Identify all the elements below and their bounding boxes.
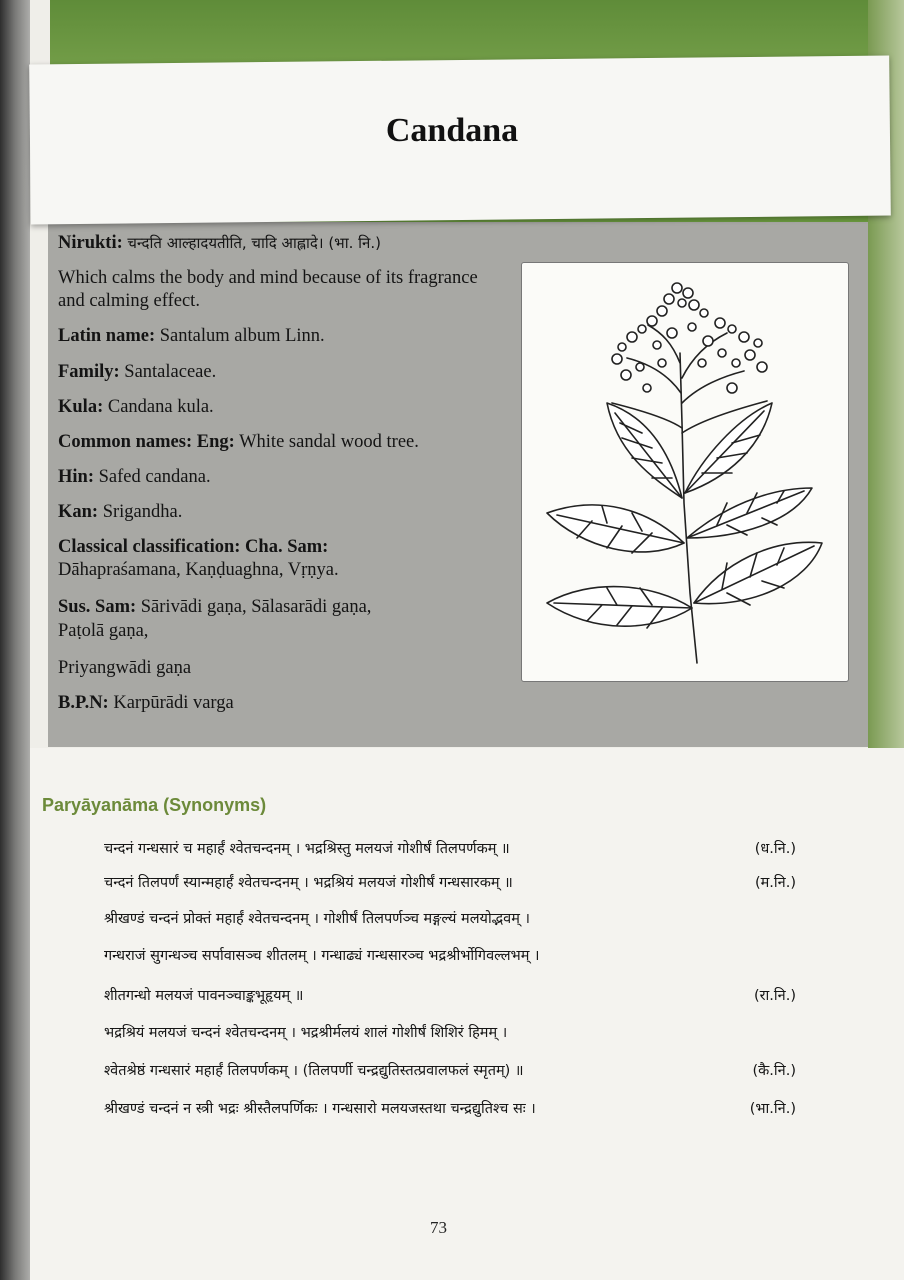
- nirukti-text: चन्दति आल्हादयतीति, चादि आह्लादे। (भा. नि.): [127, 234, 381, 252]
- sus-line3: Priyangwādi gaṇa: [58, 657, 192, 678]
- sus-label: Sus. Sam:: [58, 597, 137, 618]
- family-label: Family:: [58, 361, 120, 382]
- classical-label: Classical classification: Cha. Sam:: [58, 537, 329, 558]
- synonyms-heading: Paryāyanāma (Synonyms): [42, 795, 267, 815]
- nirukti-label: Nirukti:: [58, 233, 123, 253]
- plant-info: [58, 232, 518, 727]
- sus-line1: Sārivādi gaṇa, Sālasarādi gaṇa,: [140, 597, 372, 618]
- verse-source: (भा.नि.): [749, 1101, 796, 1117]
- verse-text: श्रीखण्डं चन्दनं न स्त्री भद्रः श्रीस्तैलपर्णिकः । गन्धसारो मलयजस्तथा चन्द्रद्युतिश्च सः ।: [104, 1101, 536, 1117]
- verse-source: (ध.नि.): [754, 841, 796, 857]
- plant-illustration: [521, 262, 849, 682]
- hindi-name-label: Hin:: [58, 466, 94, 487]
- common-names-label: Common names: Eng:: [58, 431, 235, 452]
- page-title: Candana: [385, 112, 519, 149]
- latin-name-line: [58, 325, 518, 348]
- family-line: [58, 361, 518, 384]
- family-value: Santalaceae.: [124, 361, 217, 382]
- kannada-name-label: Kan:: [58, 502, 99, 522]
- common-names-value: White sandal wood tree.: [239, 431, 419, 452]
- kula-label: Kula:: [58, 396, 104, 417]
- verse-text: शीतगन्धो मलयजं पावनञ्चाङ्कभूहृयम् ॥: [104, 988, 304, 1004]
- sushruta-samhita: [58, 596, 518, 642]
- kula-line: [58, 396, 518, 419]
- hindi-name-value: Safed candana.: [98, 466, 211, 487]
- verse-line: [104, 985, 796, 1005]
- latin-name-label: Latin name:: [58, 326, 156, 347]
- kula-value: Candana kula.: [107, 396, 214, 417]
- verse-text: गन्धराजं सुगन्धञ्च सर्पावासञ्च शीतलम् । गन्धाढ्यं गन्धसारञ्च भद्रश्रीर्भोगिवल्लभम् ।: [104, 948, 540, 964]
- kannada-name-line: [58, 501, 518, 524]
- verse-line: [104, 908, 796, 928]
- common-names-line: [58, 431, 518, 454]
- verse-text: श्रीखण्डं चन्दनं प्रोक्तं महार्हं श्वेतचन्दनम् । गोशीर्षं तिलपर्णञ्च मङ्गल्यं मलयोद्भवम् ।: [104, 911, 530, 927]
- verse-text: चन्दनं तिलपर्णं स्यान्महार्हं श्वेतचन्दनम् । भद्रश्रियं मलयजं गोशीर्षं गन्धसारकम् ॥: [104, 875, 513, 891]
- verse-text: चन्दनं गन्धसारं च महार्हं श्वेतचन्दनम् । भद्रश्रिस्तु मलयजं गोशीर्षं तिलपर्णकम् ॥: [104, 841, 510, 857]
- meaning-text: Which calms the body and mind because of its fragrance and calming effect.: [58, 268, 478, 312]
- verse-source: (कै.नि.): [752, 1063, 796, 1079]
- verse-source: (रा.नि.): [753, 988, 796, 1004]
- bpn-value: Karpūrādi varga: [113, 692, 234, 713]
- kannada-name-value: Srigandha.: [102, 502, 183, 522]
- synonyms-section: [30, 748, 904, 1280]
- verse-text: श्वेतश्रेष्ठं गन्धसारं महार्हं तिलपर्णकम् । (तिलपर्णी चन्द्रद्युतिस्तत्प्रवालफलं स्मृतम्) ॥: [104, 1063, 524, 1079]
- hindi-name-line: [58, 466, 518, 489]
- verse-line: [104, 1098, 796, 1118]
- classical-value: Dāhapraśamana, Kaṇḍuaghna, Vṛṇya.: [58, 560, 339, 581]
- latin-name-value: Santalum album Linn.: [159, 326, 325, 347]
- verse-line: [104, 1060, 796, 1080]
- verse-source: (म.नि.): [754, 875, 796, 891]
- verse-line: [104, 838, 796, 858]
- sandalwood-plant-drawing: [522, 263, 848, 681]
- verse-line: [104, 1022, 796, 1042]
- page-number: 73: [430, 1218, 447, 1237]
- verse-line: [104, 872, 796, 892]
- verse-text: भद्रश्रियं मलयजं चन्दनं श्वेतचन्दनम् । भद्रश्रीर्मलयं शालं गोशीर्षं शिशिरं हिमम् ।: [104, 1025, 508, 1041]
- sus-line2: Paṭolā gaṇa,: [58, 620, 149, 641]
- nirukti-line: [58, 232, 518, 255]
- classical-classification: [58, 536, 518, 582]
- bpn-label: B.P.N:: [58, 692, 109, 713]
- verse-line: [104, 945, 796, 965]
- bpn-line: [58, 692, 518, 715]
